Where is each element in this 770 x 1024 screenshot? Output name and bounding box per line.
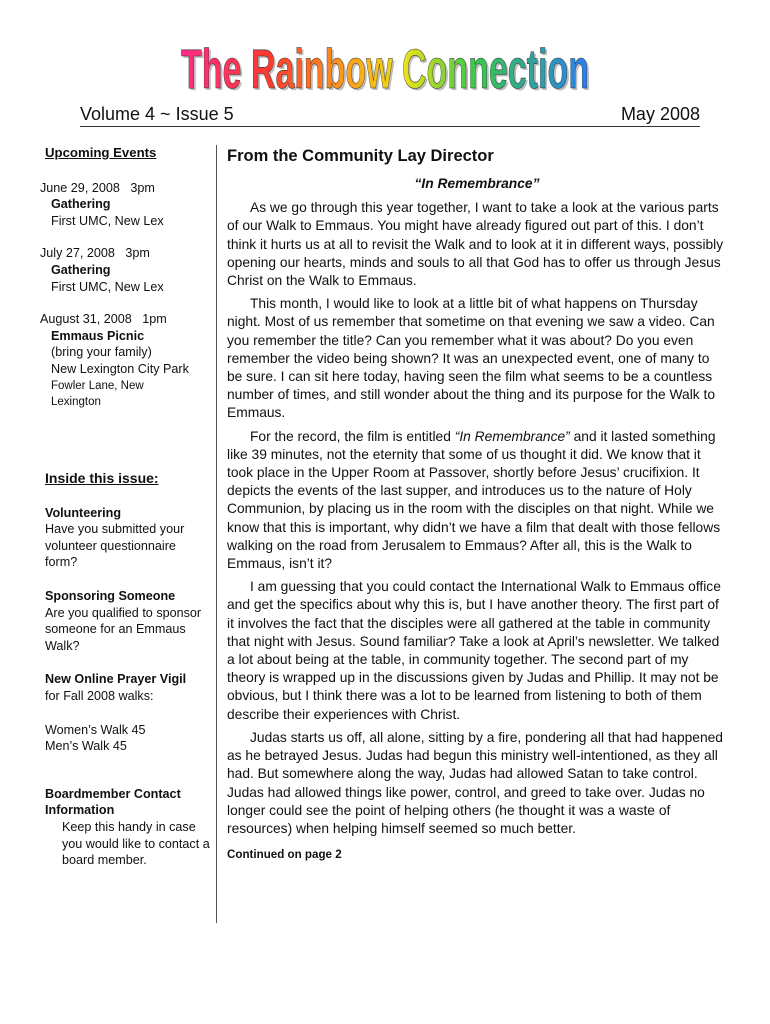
event-name: Gathering (51, 197, 111, 212)
inside-heading: Inside this issue: (45, 470, 159, 486)
issue-line (80, 104, 700, 127)
article-paragraph: Judas starts us off, all alone, sitting by a fire, pondering all that had happened as he betrayed Jesus. Judas had begun this ministry well-intentioned, as they all had. But somewhere along the way, Judas had allowed Satan to take control. Judas had allowed things like power, control, and greed to take over. Judas no longer could see the point of helping others (he thought it was a waste of resources) when helping himself seemed so much better. (227, 729, 723, 836)
film-title: “In Remembrance” (454, 428, 570, 444)
title-text: The Rainbow Connection (181, 38, 589, 100)
title-shadow: The Rainbow Connection (183, 39, 591, 100)
paragraph-text: and it lasted something like 39 minutes, not the eternity that some of us thought it did. We know that it took place in the Upper Room at Passover, shortly before Jesus’ crucifixion. It depicts the events of the last supper, and introduces us to the nature of Holy Communion, by placing us in the room with the disciples on that night. While we know that this is important, why didn’t we have a film that dealt with those fellows walking on the road from Jerusalem to Emmaus? After all, this is the Walk to Emmaus, isn’t it? (227, 428, 721, 572)
event-item (40, 311, 212, 410)
toc-text: Are you qualified to sponsor someone for an Emmaus Walk? (45, 605, 202, 653)
column-divider (216, 145, 217, 923)
event-item (40, 180, 212, 230)
issue-date: May 2008 (620, 104, 700, 124)
upcoming-events-sidebar (40, 145, 212, 426)
toc-title: New Online Prayer Vigil (45, 672, 187, 687)
event-address-line2: Lexington (51, 395, 101, 408)
event-name: Emmaus Picnic (51, 328, 145, 343)
event-date: June 29, 2008 3pm (40, 180, 155, 195)
toc-item-volunteering (45, 505, 210, 571)
rainbow-title-logo (175, 38, 595, 100)
article (227, 146, 727, 864)
event-date: July 27, 2008 3pm (40, 246, 150, 261)
event-address-line1: Fowler Lane, New (51, 379, 144, 392)
article-subtitle: “In Remembrance” (414, 176, 540, 191)
toc-title: Sponsoring Someone (45, 588, 176, 603)
article-heading: From the Community Lay Director (227, 147, 494, 165)
toc-title: Boardmember Contact Information (45, 786, 181, 818)
article-paragraph: This month, I would like to look at a little bit of what happens on Thursday night. Most of us remember that sometime on that evening we saw a video. Can you remember the title? Can you remember what it was about? Do you even remember the video being shown? It was an unexpected event, one of many to be sure. I can sit here today, having seen the film what seems to be a countless number of times, and still wonder about the thing and its purpose for the Walk to Emmaus. (227, 296, 716, 421)
toc-text: for Fall 2008 walks: (45, 688, 154, 703)
event-place: First UMC, New Lex (51, 213, 164, 228)
masthead (0, 38, 770, 100)
event-item (40, 245, 212, 295)
event-name: Gathering (51, 262, 111, 277)
event-date: August 31, 2008 1pm (40, 312, 167, 327)
event-place: New Lexington City Park (51, 361, 189, 376)
toc-title: Volunteering (45, 505, 122, 520)
article-paragraph (227, 428, 727, 574)
article-paragraph: I am guessing that you could contact the International Walk to Emmaus office and get the specifics about why this is, but I have another theory. The first part of it involves the fact that the disciples were all gathered at the table in community that night with Jesus. Sound familiar? Take a look at April’s newsletter. We talked a lot about being at the table, in community together. The second part of my theory is wrapped up in the discussions given by Judas and Phillip. It may not be obvious, but I think there was a lot to be learned from listening to both of them describe their experiences with Christ. (227, 579, 721, 722)
event-place: First UMC, New Lex (51, 279, 164, 294)
toc-item-sponsoring (45, 588, 210, 654)
event-note: (bring your family) (51, 345, 152, 360)
continued-note: Continued on page 2 (227, 848, 342, 862)
walks-list (45, 722, 210, 755)
walk-item: Women’s Walk 45 (45, 722, 146, 737)
toc-item-contact (45, 786, 210, 869)
toc-item-prayer-vigil (45, 671, 210, 704)
toc-text: Have you submitted your volunteer questionnaire form? (45, 522, 185, 570)
inside-this-issue (45, 470, 210, 886)
events-list (40, 180, 212, 410)
walk-item: Men’s Walk 45 (45, 739, 127, 754)
paragraph-text: For the record, the film is entitled (250, 428, 455, 444)
article-paragraph: As we go through this year together, I want to take a look at the various parts of our Walk to Emmaus. You might have already figured out part of this. I don’t think it hurts us at all to revisit the Walk and to look at it in different ways, possibly opening our hearts, minds and souls to all that God has to offer us through Jesus Christ on the Walk to Emmaus. (227, 200, 724, 289)
upcoming-events-heading: Upcoming Events (45, 145, 157, 160)
toc-text: Keep this handy in case you would like to contact a board member. (62, 819, 210, 868)
volume-issue: Volume 4 ~ Issue 5 (80, 104, 234, 124)
